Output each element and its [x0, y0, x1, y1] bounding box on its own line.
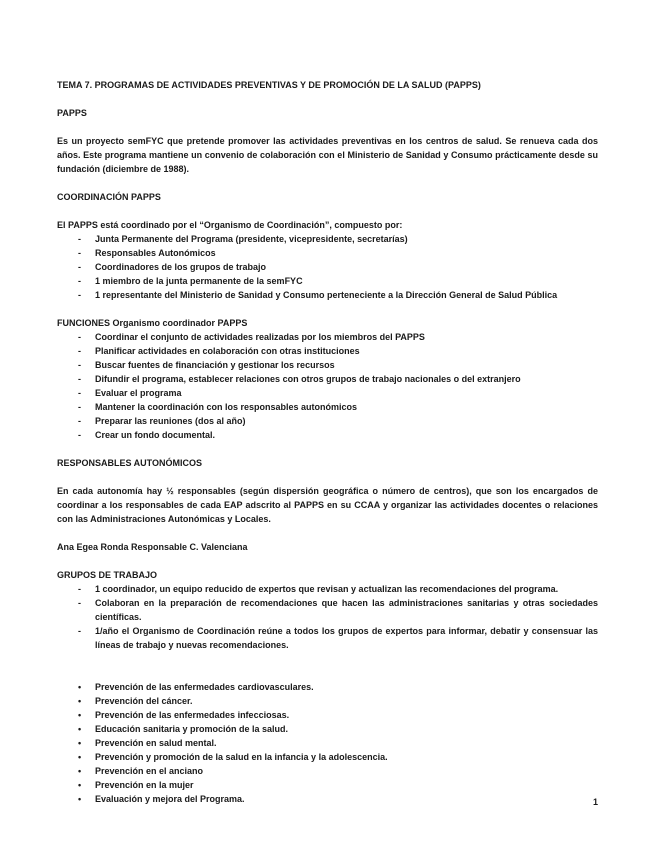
- bullet-item: • Prevención en salud mental.: [57, 736, 598, 750]
- document-content: [57, 78, 598, 806]
- bullet-item: • Prevención y promoción de la salud en la infancia y la adolescencia.: [57, 750, 598, 764]
- list-item: - 1 miembro de la junta permanente de la semFYC: [57, 274, 598, 288]
- bullet-item: • Evaluación y mejora del Programa.: [57, 792, 598, 806]
- list-item: - Buscar fuentes de financiación y gestionar los recursos: [57, 358, 598, 372]
- list-item: - Preparar las reuniones (dos al año): [57, 414, 598, 428]
- coordinacion-intro: El PAPPS está coordinado por el “Organismo de Coordinación”, compuesto por:: [57, 220, 403, 230]
- bullet-item: • Prevención en la mujer: [57, 778, 598, 792]
- list-item: - Coordinadores de los grupos de trabajo: [57, 260, 598, 274]
- section-heading-funciones: FUNCIONES Organismo coordinador PAPPS: [57, 318, 248, 328]
- list-item: - Colaboran en la preparación de recomendaciones que hacen las administraciones sanitarias y otras sociedades científicas.: [57, 596, 598, 624]
- bullet-item: • Prevención del cáncer.: [57, 694, 598, 708]
- list-item: - Difundir el programa, establecer relaciones con otros grupos de trabajo nacionales o del extranjero: [57, 372, 598, 386]
- grupos-list: [57, 582, 598, 652]
- page-number: 1: [592, 797, 598, 807]
- section-heading-responsables: RESPONSABLES AUTONÓMICOS: [57, 458, 203, 468]
- list-item: - Responsables Autonómicos: [57, 246, 598, 260]
- section-heading-grupos: GRUPOS DE TRABAJO: [57, 570, 158, 580]
- coordinacion-list: [57, 232, 598, 302]
- funciones-list: [57, 330, 598, 442]
- section-heading-coordinacion: COORDINACIÓN PAPPS: [57, 192, 161, 202]
- list-item: - 1 representante del Ministerio de Sanidad y Consumo perteneciente a la Dirección General de Salud Pública: [57, 288, 598, 302]
- list-item: - Junta Permanente del Programa (presidente, vicepresidente, secretarías): [57, 232, 598, 246]
- papps-paragraph: Es un proyecto semFYC que pretende promover las actividades preventivas en los centros de salud. Se renueva cada dos años. Este programa mantiene un convenio de colaboración con el Ministerio de Sanidad y Consumo prácticamente desde su fundación (diciembre de 1988).: [57, 136, 598, 174]
- responsables-paragraph: En cada autonomía hay ½ responsables (según dispersión geográfica o número de centros), que son los encargados de coordinar a los responsables de cada EAP adscrito al PAPPS en su CCAA y organizar las actividades docentes o relaciones con las Administraciones Autonómicas y Locales.: [57, 486, 598, 524]
- list-item: - Planificar actividades en colaboración con otras instituciones: [57, 344, 598, 358]
- prevention-bullet-list: [57, 680, 598, 806]
- section-heading-papps: PAPPS: [57, 108, 87, 118]
- list-item: - Mantener la coordinación con los responsables autonómicos: [57, 400, 598, 414]
- list-item: - 1/año el Organismo de Coordinación reúne a todos los grupos de expertos para informar, debatir y consensuar las líneas de trabajo y nuevas recomendaciones.: [57, 624, 598, 652]
- bullet-item: • Prevención en el anciano: [57, 764, 598, 778]
- list-item: - Coordinar el conjunto de actividades realizadas por los miembros del PAPPS: [57, 330, 598, 344]
- list-item: - Crear un fondo documental.: [57, 428, 598, 442]
- bullet-item: • Educación sanitaria y promoción de la salud.: [57, 722, 598, 736]
- list-item: - Evaluar el programa: [57, 386, 598, 400]
- list-item: - 1 coordinador, un equipo reducido de expertos que revisan y actualizan las recomendaciones del programa.: [57, 582, 598, 596]
- responsables-note: Ana Egea Ronda Responsable C. Valenciana: [57, 542, 248, 552]
- bullet-item: • Prevención de las enfermedades infecciosas.: [57, 708, 598, 722]
- bullet-item: • Prevención de las enfermedades cardiovasculares.: [57, 680, 598, 694]
- document-title: TEMA 7. PROGRAMAS DE ACTIVIDADES PREVENTIVAS Y DE PROMOCIÓN DE LA SALUD (PAPPS): [57, 80, 481, 90]
